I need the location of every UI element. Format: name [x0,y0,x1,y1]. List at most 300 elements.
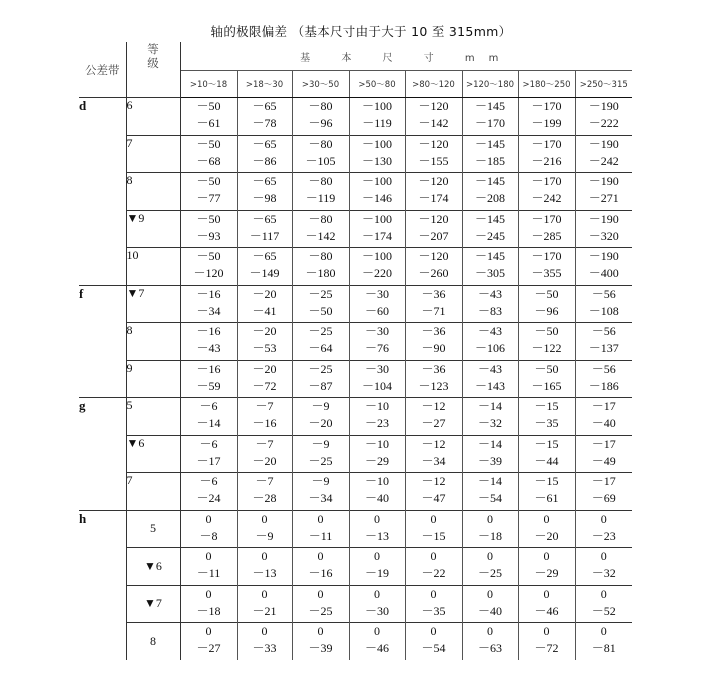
deviation-cell [575,398,632,436]
table-row [79,285,632,323]
deviation-cell [180,210,237,248]
upper-deviation: －12 [421,474,446,488]
lower-deviation: －11 [196,566,221,580]
upper-deviation: －65 [252,99,277,113]
upper-deviation: －30 [364,324,389,338]
lower-deviation: －96 [308,116,333,130]
upper-deviation: －50 [196,211,221,226]
lower-deviation: －35 [421,603,446,618]
lower-deviation: －137 [588,341,619,355]
lower-deviation: －60 [364,303,389,318]
deviation-cell [292,173,349,211]
deviation-cell [180,548,237,586]
upper-deviation: 0 [317,624,324,638]
lower-deviation: －71 [421,303,446,318]
upper-deviation: 0 [430,511,437,526]
deviation-cell [349,510,405,548]
grade-cell: ▼7 [126,285,180,323]
upper-deviation: －30 [364,361,389,376]
deviation-cell [349,623,405,661]
deviation-cell [292,135,349,173]
table-row [79,623,632,661]
lower-deviation: －39 [308,641,333,655]
table-row [79,173,632,211]
tolerance-letter: h [79,510,126,660]
table-row [79,360,632,398]
lower-deviation: －13 [252,566,277,580]
deviation-cell [349,210,405,248]
lower-deviation: －216 [531,153,562,168]
deviation-cell [292,323,349,361]
upper-deviation: －10 [364,436,389,451]
upper-deviation: －170 [531,136,562,151]
upper-deviation: －190 [588,136,619,151]
upper-deviation: 0 [600,586,607,601]
upper-deviation: 0 [374,624,380,638]
lower-deviation: －40 [477,603,502,618]
deviation-cell [180,473,237,511]
deviation-cell [462,173,518,211]
deviation-cell [349,398,405,436]
header-range: >50～80 [349,71,405,98]
upper-deviation: 0 [543,549,550,563]
deviation-cell [518,285,575,323]
deviation-cell [462,473,518,511]
lower-deviation: －17 [196,453,221,468]
upper-deviation: 0 [317,549,324,563]
lower-deviation: －120 [193,266,224,280]
deviation-cell [405,248,462,286]
lower-deviation: －130 [361,153,392,168]
lower-deviation: －86 [252,153,277,168]
table-row [79,435,632,473]
upper-deviation: －65 [252,174,277,188]
upper-deviation: －100 [361,211,392,226]
lower-deviation: －50 [308,303,333,318]
lower-deviation: －119 [305,191,336,205]
tolerance-letter: g [79,398,126,511]
upper-deviation: －9 [311,436,330,451]
deviation-cell [575,585,632,623]
upper-deviation: －190 [588,211,619,226]
upper-deviation: －120 [418,249,449,263]
lower-deviation: －39 [477,453,502,468]
header-range: >250～315 [575,71,632,98]
upper-deviation: 0 [261,511,268,526]
lower-deviation: －400 [588,266,619,280]
table-title: 轴的极限偏差 （基本尺寸由于大于 10 至 315mm） [210,24,512,39]
deviation-cell [518,135,575,173]
deviation-cell [405,360,462,398]
deviation-cell [405,173,462,211]
upper-deviation: －6 [199,399,218,413]
deviation-cell [292,98,349,136]
upper-deviation: －50 [196,249,221,263]
lower-deviation: －242 [588,153,619,168]
table-row [79,585,632,623]
lower-deviation: －61 [196,116,221,130]
deviation-cell [405,210,462,248]
lower-deviation: －46 [364,641,389,655]
deviation-cell [237,473,292,511]
deviation-cell [292,360,349,398]
upper-deviation: －190 [588,249,619,263]
deviation-cell [237,435,292,473]
upper-deviation: －14 [477,474,502,488]
lower-deviation: －222 [588,116,619,130]
lower-deviation: －18 [196,603,221,618]
grade-cell: 6 [126,98,180,136]
upper-deviation: 0 [487,511,493,526]
deviation-cell [180,510,237,548]
upper-deviation: －65 [252,211,277,226]
upper-deviation: －50 [534,286,559,301]
deviation-cell [518,173,575,211]
lower-deviation: －119 [362,116,392,130]
lower-deviation: －14 [196,416,221,430]
lower-deviation: －242 [531,191,562,205]
grade-cell: 10 [126,248,180,286]
table-row [79,135,632,173]
upper-deviation: 0 [543,624,550,638]
lower-deviation: －207 [418,228,449,243]
deviation-cell [180,98,237,136]
deviation-cell [405,323,462,361]
lower-deviation: －117 [249,228,280,243]
deviation-cell [180,360,237,398]
lower-deviation: －32 [477,416,502,430]
upper-deviation: －80 [308,99,333,113]
upper-deviation: －120 [418,174,449,188]
lower-deviation: －122 [531,341,562,355]
upper-deviation: －14 [477,399,502,413]
deviation-cell [349,473,405,511]
lower-deviation: －35 [534,416,559,430]
upper-deviation: －145 [474,99,505,113]
deviation-cell [237,623,292,661]
deviation-cell [237,398,292,436]
lower-deviation: －25 [308,453,333,468]
deviation-cell [575,510,632,548]
upper-deviation: －10 [364,399,389,413]
grade-cell: 9 [126,360,180,398]
lower-deviation: －78 [252,116,277,130]
lower-deviation: －68 [196,153,221,168]
lower-deviation: －81 [591,641,616,655]
lower-deviation: －29 [364,453,389,468]
upper-deviation: －36 [421,286,446,301]
deviation-cell [462,585,518,623]
upper-deviation: 0 [487,624,493,638]
upper-deviation: －15 [534,474,559,488]
lower-deviation: －83 [477,303,502,318]
lower-deviation: －29 [534,566,559,580]
lower-deviation: －155 [418,153,449,168]
header-basic-size: 基 本 尺 寸 mm [180,42,632,71]
deviation-cell [180,323,237,361]
lower-deviation: －87 [308,378,333,393]
lower-deviation: －18 [477,528,502,543]
lower-deviation: －34 [196,303,221,318]
upper-deviation: －20 [252,361,277,376]
header-tolerance-zone: 公差带 [79,42,126,98]
deviation-cell [180,285,237,323]
header-range: >120～180 [462,71,518,98]
lower-deviation: －16 [252,416,277,430]
lower-deviation: －53 [252,341,277,355]
lower-deviation: －260 [418,266,449,280]
upper-deviation: －7 [255,474,274,488]
lower-deviation: －220 [361,266,392,280]
upper-deviation: －25 [308,324,333,338]
deviation-cell [349,248,405,286]
lower-deviation: －23 [591,528,616,543]
tolerance-letter: f [79,285,126,398]
upper-deviation: －145 [474,249,505,263]
deviation-cell [575,285,632,323]
upper-deviation: －12 [421,436,446,451]
lower-deviation: －54 [421,641,446,655]
upper-deviation: －56 [591,324,616,338]
lower-deviation: －72 [252,378,277,393]
upper-deviation: －43 [477,361,502,376]
lower-deviation: －43 [196,341,221,355]
lower-deviation: －34 [421,453,446,468]
grade-cell: 8 [126,323,180,361]
deviation-cell [405,473,462,511]
lower-deviation: －104 [361,378,392,393]
upper-deviation: －50 [196,99,221,113]
tolerance-letter: d [79,98,126,286]
upper-deviation: －80 [308,174,333,188]
lower-deviation: －30 [364,603,389,618]
deviation-cell [462,623,518,661]
upper-deviation: －6 [199,436,218,451]
deviation-cell [349,435,405,473]
upper-deviation: －17 [591,474,616,488]
grade-cell: ▼9 [126,210,180,248]
upper-deviation: －80 [308,136,333,151]
lower-deviation: －93 [196,228,221,243]
upper-deviation: －20 [252,286,277,301]
upper-deviation: －120 [418,211,449,226]
upper-deviation: －80 [308,211,333,226]
upper-deviation: －120 [418,99,449,113]
lower-deviation: －76 [364,341,389,355]
lower-deviation: －77 [196,191,221,205]
lower-deviation: －105 [305,153,336,168]
deviation-cell [575,248,632,286]
table-row [79,548,632,586]
upper-deviation: 0 [205,586,212,601]
upper-deviation: －7 [255,399,274,413]
deviation-cell [405,398,462,436]
lower-deviation: －41 [252,303,277,318]
deviation-cell [349,360,405,398]
deviation-cell [349,323,405,361]
lower-deviation: －9 [255,528,274,543]
deviation-cell [180,248,237,286]
lower-deviation: －165 [531,378,562,393]
deviation-cell [518,473,575,511]
deviation-cell [575,98,632,136]
lower-deviation: －27 [196,641,221,655]
upper-deviation: 0 [205,549,212,563]
upper-deviation: 0 [374,549,380,563]
lower-deviation: －106 [474,341,505,355]
lower-deviation: －28 [252,491,277,505]
lower-deviation: －245 [474,228,505,243]
header-range: >180～250 [518,71,575,98]
lower-deviation: －271 [588,191,619,205]
lower-deviation: －47 [421,491,446,505]
table-row [79,473,632,511]
deviation-cell [237,135,292,173]
upper-deviation: －36 [421,361,446,376]
upper-deviation: －14 [477,436,502,451]
lower-deviation: －72 [534,641,559,655]
deviation-cell [237,248,292,286]
upper-deviation: －36 [421,324,446,338]
lower-deviation: －174 [361,228,392,243]
lower-deviation: －143 [474,378,505,393]
upper-deviation: 0 [600,511,607,526]
deviation-cell [518,248,575,286]
upper-deviation: 0 [430,549,437,563]
deviation-cell [349,585,405,623]
upper-deviation: 0 [430,586,437,601]
lower-deviation: －20 [308,416,333,430]
upper-deviation: －17 [591,436,616,451]
lower-deviation: －174 [418,191,449,205]
lower-deviation: －142 [418,116,449,130]
deviation-cell [462,360,518,398]
header-range: >10～18 [180,71,237,98]
header-range: >18～30 [237,71,292,98]
table-row [79,248,632,286]
upper-deviation: －50 [534,361,559,376]
lower-deviation: －199 [531,116,562,130]
deviation-cell [462,98,518,136]
deviation-cell [180,135,237,173]
lower-deviation: －11 [308,528,333,543]
deviation-cell [462,135,518,173]
upper-deviation: －43 [477,324,502,338]
upper-deviation: 0 [487,549,493,563]
grade-cell: 7 [126,473,180,511]
deviation-cell [518,623,575,661]
grade-cell: 7 [126,135,180,173]
upper-deviation: －56 [591,286,616,301]
deviation-cell [518,398,575,436]
deviation-cell [180,623,237,661]
header-grade [126,42,180,98]
lower-deviation: －32 [591,566,616,580]
deviation-cell [349,98,405,136]
upper-deviation: －100 [361,136,392,151]
table-row [79,398,632,436]
deviation-cell [237,323,292,361]
lower-deviation: －146 [361,191,392,205]
deviation-cell [518,98,575,136]
deviation-cell [292,285,349,323]
upper-deviation: －100 [361,249,392,263]
deviation-cell [349,173,405,211]
upper-deviation: －190 [588,99,619,113]
upper-deviation: －30 [364,286,389,301]
lower-deviation: －22 [421,566,446,580]
lower-deviation: －21 [252,603,277,618]
deviation-cell [180,585,237,623]
upper-deviation: －65 [252,249,277,263]
deviation-cell [518,323,575,361]
deviation-cell [292,510,349,548]
lower-deviation: －185 [474,153,505,168]
upper-deviation: －9 [311,399,330,413]
deviation-cell [237,548,292,586]
grade-cell: 5 [126,510,180,548]
lower-deviation: －285 [531,228,562,243]
lower-deviation: －208 [474,191,505,205]
deviation-cell [237,510,292,548]
upper-deviation: 0 [261,624,268,638]
deviation-cell [180,398,237,436]
deviation-cell [575,623,632,661]
lower-deviation: －54 [477,491,502,505]
grade-cell: 8 [126,173,180,211]
deviation-cell [405,548,462,586]
deviation-cell [575,135,632,173]
deviation-cell [349,548,405,586]
upper-deviation: 0 [543,586,550,601]
upper-deviation: －20 [252,324,277,338]
header-range: >80～120 [405,71,462,98]
table-row [79,98,632,136]
deviation-cell [518,435,575,473]
deviation-cell [349,135,405,173]
upper-deviation: －15 [534,399,559,413]
deviation-cell [462,248,518,286]
lower-deviation: －59 [196,378,221,393]
deviation-cell [462,435,518,473]
lower-deviation: －27 [421,416,446,430]
upper-deviation: －6 [199,474,218,488]
deviation-cell [292,210,349,248]
deviation-cell [292,248,349,286]
upper-deviation: －170 [531,99,562,113]
deviation-cell [462,210,518,248]
deviation-cell [405,510,462,548]
deviation-cell [292,548,349,586]
lower-deviation: －15 [421,528,446,543]
upper-deviation: －25 [308,361,333,376]
deviation-cell [292,623,349,661]
lower-deviation: －16 [308,566,333,580]
upper-deviation: －50 [534,324,559,338]
deviation-cell [462,548,518,586]
deviation-cell [180,435,237,473]
lower-deviation: －8 [199,528,218,543]
deviation-cell [405,135,462,173]
deviation-cell [518,210,575,248]
lower-deviation: －19 [364,566,389,580]
lower-deviation: －25 [308,603,333,618]
upper-deviation: －170 [531,249,562,263]
upper-deviation: 0 [487,586,493,601]
upper-deviation: －50 [196,174,221,188]
lower-deviation: －52 [591,603,616,618]
upper-deviation: －145 [474,211,505,226]
